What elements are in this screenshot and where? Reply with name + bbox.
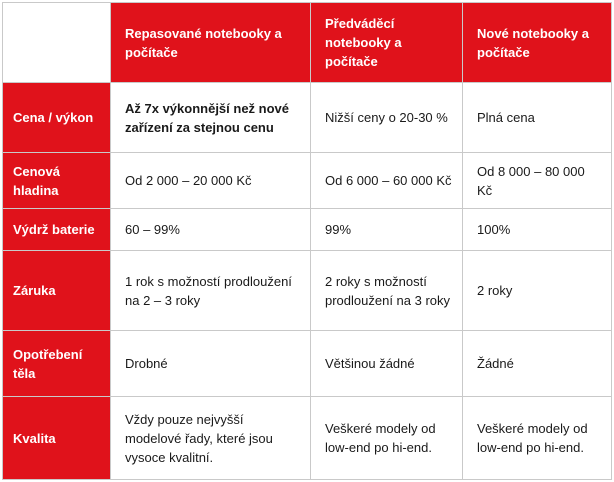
- cell-new-price-performance: Plná cena: [463, 83, 612, 153]
- cell-demo-wear: Většinou žádné: [311, 331, 463, 397]
- cell-new-warranty: 2 roky: [463, 251, 612, 331]
- cell-demo-battery: 99%: [311, 209, 463, 251]
- table-row: [3, 251, 612, 331]
- header-new: Nové notebooky a počítače: [463, 3, 612, 83]
- row-label-battery: Výdrž baterie: [3, 209, 111, 251]
- header-row: [3, 3, 612, 83]
- cell-refurbished-price-performance: Až 7x výkonnější než nové zařízení za stejnou cenu: [111, 83, 311, 153]
- table-row: [3, 153, 612, 209]
- cell-new-wear: Žádné: [463, 331, 612, 397]
- cell-refurbished-wear: Drobné: [111, 331, 311, 397]
- row-label-warranty: Záruka: [3, 251, 111, 331]
- comparison-table: [2, 2, 612, 480]
- row-label-quality: Kvalita: [3, 397, 111, 480]
- table-row: [3, 83, 612, 153]
- cell-refurbished-price-level: Od 2 000 – 20 000 Kč: [111, 153, 311, 209]
- table-row: [3, 397, 612, 480]
- header-corner: [3, 3, 111, 83]
- row-label-wear: Opotřebení těla: [3, 331, 111, 397]
- cell-demo-quality: Veškeré modely od low-end po hi-end.: [311, 397, 463, 480]
- cell-refurbished-quality: Vždy pouze nejvyšší modelové řady, které jsou vysoce kvalitní.: [111, 397, 311, 480]
- cell-new-battery: 100%: [463, 209, 612, 251]
- cell-demo-warranty: 2 roky s možností prodloužení na 3 roky: [311, 251, 463, 331]
- table-row: [3, 209, 612, 251]
- cell-demo-price-level: Od 6 000 – 60 000 Kč: [311, 153, 463, 209]
- cell-demo-price-performance: Nižší ceny o 20-30 %: [311, 83, 463, 153]
- row-label-price-performance: Cena / výkon: [3, 83, 111, 153]
- row-label-price-level: Cenová hladina: [3, 153, 111, 209]
- cell-refurbished-warranty: 1 rok s možností prodloužení na 2 – 3 roky: [111, 251, 311, 331]
- cell-new-price-level: Od 8 000 – 80 000 Kč: [463, 153, 612, 209]
- table-row: [3, 331, 612, 397]
- cell-new-quality: Veškeré modely od low-end po hi-end.: [463, 397, 612, 480]
- header-demo: Předváděcí notebooky a počítače: [311, 3, 463, 83]
- header-refurbished: Repasované notebooky a počítače: [111, 3, 311, 83]
- cell-refurbished-battery: 60 – 99%: [111, 209, 311, 251]
